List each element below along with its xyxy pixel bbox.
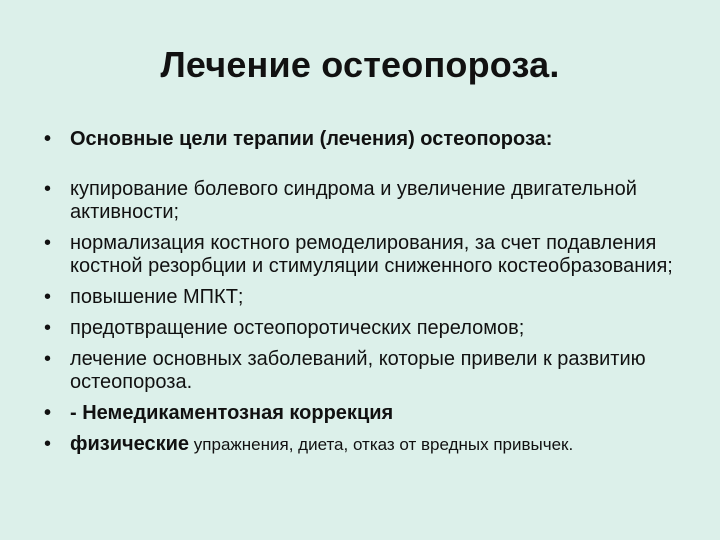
heading-text: Основные цели терапии (лечения) остеопороза: <box>70 128 553 150</box>
bullet-dot-icon: • <box>44 317 52 339</box>
nonmed-text: - Немедикаментозная коррекция <box>70 402 394 424</box>
bullet-nonmed <box>44 402 684 425</box>
bullet-text: предотвращение остеопоротических переломов; <box>70 317 525 339</box>
last-rest-text: упражнения, диета, отказ от вредных привычек. <box>189 435 574 454</box>
bullet-item <box>44 317 684 340</box>
bullet-heading <box>44 128 684 151</box>
bullet-text: нормализация костного ремоделирования, за счет подавления костной резорбции и стимуляции сниженного костеобразования; <box>70 232 673 277</box>
slide-title: Лечение остеопороза. <box>160 44 560 85</box>
bullet-dot-icon: • <box>44 178 52 200</box>
bullet-item <box>44 286 684 309</box>
bullet-list <box>44 128 684 464</box>
bullet-dot-icon: • <box>44 348 52 370</box>
bullet-dot-icon: • <box>44 286 52 308</box>
bullet-text: купирование болевого синдрома и увеличение двигательной активности; <box>70 178 637 223</box>
bullet-dot-icon: • <box>44 433 52 455</box>
bullet-item <box>44 348 684 394</box>
bullet-dot-icon: • <box>44 232 52 254</box>
bullet-text: лечение основных заболеваний, которые привели к развитию остеопороза. <box>70 348 646 393</box>
bullet-item <box>44 232 684 278</box>
bullet-dot-icon: • <box>44 402 52 424</box>
bullet-dot-icon: • <box>44 128 52 150</box>
bullet-last <box>44 433 684 456</box>
bullet-text: повышение МПКТ; <box>70 286 244 308</box>
last-bold-text: физические <box>70 433 190 455</box>
bullet-item <box>44 178 684 224</box>
